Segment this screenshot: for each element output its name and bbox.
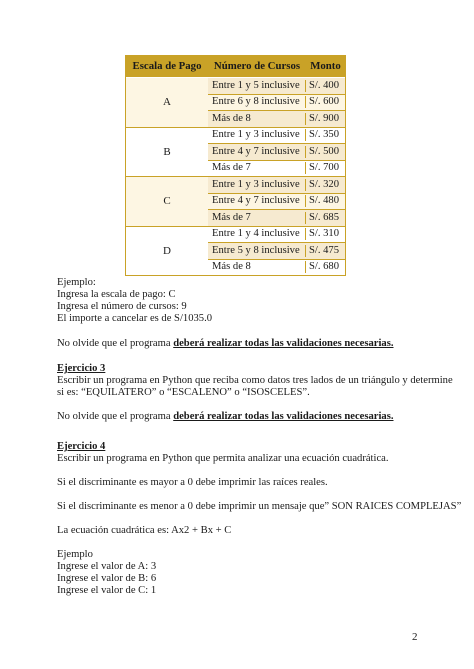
example-line: El importe a cancelar es de S/1035.0 — [57, 313, 213, 324]
amount-cell: S/. 700 — [309, 162, 340, 174]
validation-note — [57, 338, 394, 350]
table-row — [208, 193, 345, 210]
exercise-3-line: Escribir un programa en Python que reciba como datos tres lados de un triángulo y determine — [57, 375, 453, 386]
note-emphasis: deberá realizar todas las validaciones necesarias. — [173, 338, 394, 349]
exercise-4-line: Si el discriminante es mayor a 0 debe imprimir las raíces reales. — [57, 477, 328, 488]
table-group-c — [126, 176, 345, 226]
amount-cell: S/. 600 — [309, 96, 340, 108]
table-group-b — [126, 127, 345, 177]
page-number: 2 — [412, 631, 418, 643]
exercise-4-example-line: Ingrese el valor de A: 3 — [57, 561, 157, 572]
amount-cell: S/. 680 — [309, 261, 340, 273]
amount-cell: S/. 350 — [309, 129, 340, 141]
exercise-4-example-line: Ingrese el valor de C: 1 — [57, 585, 157, 596]
amount-cell: S/. 900 — [309, 112, 340, 124]
amount-cell: S/. 310 — [309, 228, 340, 240]
amount-cell: S/. 500 — [309, 145, 340, 157]
range-cell: Entre 4 y 7 inclusive — [208, 146, 306, 158]
header-amount: Monto — [310, 60, 341, 73]
exercise-3-line: si es: “EQUILATERO” o “ESCALENO” o “ISOSCELES”. — [57, 387, 310, 398]
range-cell: Entre 1 y 3 inclusive — [208, 179, 306, 191]
range-cell: Más de 7 — [208, 212, 306, 224]
scale-label: A — [126, 78, 208, 127]
exercise-4-title: Ejercicio 4 — [57, 441, 106, 452]
amount-cell: S/. 475 — [309, 244, 340, 256]
exercise-4-example-line: Ingrese el valor de B: 6 — [57, 573, 157, 584]
scale-label: D — [126, 227, 208, 276]
table-group-a — [126, 77, 345, 127]
exercise-4-example-label: Ejemplo — [57, 549, 93, 560]
range-cell: Entre 5 y 8 inclusive — [208, 245, 306, 257]
example-line: Ingresa el número de cursos: 9 — [57, 301, 187, 312]
header-scale: Escala de Pago — [132, 60, 202, 73]
payment-scale-table — [125, 55, 346, 276]
scale-label: C — [126, 177, 208, 226]
validation-note — [57, 411, 394, 423]
range-cell: Más de 7 — [208, 162, 306, 174]
exercise-3-title: Ejercicio 3 — [57, 363, 106, 374]
range-cell: Entre 1 y 5 inclusive — [208, 80, 306, 92]
table-row — [208, 78, 345, 94]
table-row — [208, 227, 345, 243]
scale-label: B — [126, 128, 208, 177]
exercise-4-line: Escribir un programa en Python que permita analizar una ecuación cuadrática. — [57, 453, 389, 464]
table-row — [208, 110, 345, 127]
example-line: Ingresa la escala de pago: C — [57, 289, 176, 300]
table-row — [208, 94, 345, 111]
table-row — [208, 242, 345, 259]
note-prefix: No olvide que el programa — [57, 338, 174, 349]
note-emphasis: deberá realizar todas las validaciones necesarias. — [173, 411, 394, 422]
table-row — [208, 160, 345, 177]
range-cell: Entre 1 y 4 inclusive — [208, 228, 306, 240]
table-row — [208, 128, 345, 144]
range-cell: Más de 8 — [208, 113, 306, 125]
amount-cell: S/. 480 — [309, 195, 340, 207]
range-cell: Entre 1 y 3 inclusive — [208, 129, 306, 141]
note-prefix: No olvide que el programa — [57, 411, 174, 422]
amount-cell: S/. 400 — [309, 79, 340, 91]
range-cell: Más de 8 — [208, 261, 306, 273]
table-row — [208, 259, 345, 276]
header-courses: Número de Cursos — [213, 60, 301, 73]
amount-cell: S/. 320 — [309, 178, 340, 190]
table-header — [126, 56, 345, 77]
table-row — [208, 143, 345, 160]
table-group-d — [126, 226, 345, 276]
table-row — [208, 177, 345, 193]
exercise-4-line: Si el discriminante es menor a 0 debe imprimir un mensaje que” SON RAICES COMPLEJAS” — [57, 501, 462, 512]
range-cell: Entre 6 y 8 inclusive — [208, 96, 306, 108]
table-row — [208, 209, 345, 226]
amount-cell: S/. 685 — [309, 211, 340, 223]
exercise-4-line: La ecuación cuadrática es: Ax2 + Bx + C — [57, 525, 232, 536]
example-label: Ejemplo: — [57, 277, 96, 288]
range-cell: Entre 4 y 7 inclusive — [208, 195, 306, 207]
